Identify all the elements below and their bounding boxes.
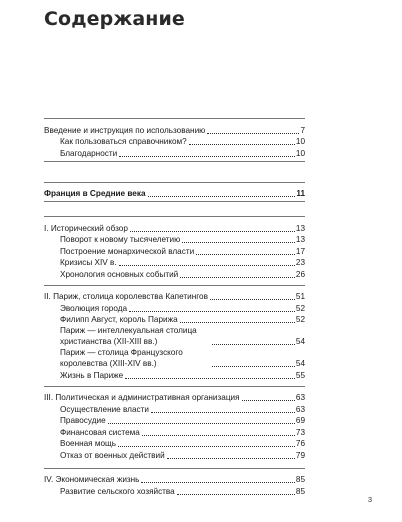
toc-entry-page: 13 [295, 235, 305, 244]
dot-leader [196, 246, 295, 255]
toc-entry-title: Франция в Средние века [44, 189, 146, 198]
dot-leader [118, 438, 295, 447]
toc-entry-page: 55 [295, 370, 305, 380]
toc-chapter-entry[interactable] [44, 392, 305, 404]
toc-entry-title: Военная мощь [60, 439, 117, 448]
toc-entry-title: Благодарности [60, 148, 118, 158]
toc-subentry[interactable] [44, 147, 305, 159]
toc-entry-page: 69 [295, 416, 305, 425]
toc-entry-page: 10 [295, 148, 305, 158]
toc-entry-title: Осуществление власти [60, 404, 149, 414]
dot-leader [125, 370, 295, 379]
toc-subentry[interactable] [44, 325, 305, 347]
toc-subentry[interactable] [44, 403, 305, 415]
dot-leader [130, 223, 295, 232]
separator [44, 468, 305, 469]
toc-entry-title: Построение монархической власти [60, 246, 195, 256]
separator [44, 386, 305, 387]
toc-entry-title: Филипп Август, король Парижа [60, 315, 178, 324]
toc-entry-page: 54 [295, 337, 305, 346]
toc-entry[interactable] [44, 124, 305, 136]
toc-entry-page: 63 [295, 393, 305, 402]
toc-entry-page: 63 [295, 404, 305, 414]
toc-entry-page: 54 [295, 359, 305, 368]
dot-leader [167, 450, 295, 459]
toc-entry-title: IV. Экономическая жизнь [44, 475, 140, 484]
toc-chapter-entry[interactable] [44, 291, 305, 303]
toc-entry-title: Жизнь в Париже [60, 370, 124, 380]
toc-subentry[interactable] [44, 426, 305, 438]
toc-entry-title: Хронология основных событий [60, 269, 179, 279]
toc-subentry[interactable] [44, 302, 305, 314]
toc-chapter-entry[interactable] [44, 474, 305, 486]
toc-entry-title: III. Политическая и административная организация [44, 393, 240, 402]
dot-leader [212, 336, 295, 345]
toc-subentry[interactable] [44, 245, 305, 257]
toc-subentry[interactable] [44, 136, 305, 148]
toc-entry-title: Правосудие [60, 416, 106, 425]
toc-entry-page: 76 [295, 439, 305, 448]
toc-subentry[interactable] [44, 234, 305, 246]
toc-entry-title: Эволюция города [60, 303, 128, 313]
toc-entry-page: 85 [295, 475, 305, 484]
dot-leader [177, 486, 295, 495]
toc-chapter-entry[interactable] [44, 222, 305, 234]
separator [44, 201, 305, 202]
toc-entry-page: 23 [295, 258, 305, 267]
table-of-contents [44, 114, 305, 497]
toc-entry-title: II. Париж, столица королевства Капетингов [44, 292, 208, 301]
dot-leader [242, 392, 295, 401]
toc-entry-page: 11 [296, 189, 305, 198]
toc-entry-page: 52 [295, 315, 305, 324]
dot-leader [180, 269, 295, 278]
toc-entry-page: 13 [295, 223, 305, 233]
toc-entry-page: 51 [295, 292, 305, 301]
toc-entry-page: 52 [295, 303, 305, 313]
dot-leader [212, 358, 295, 367]
separator [44, 182, 305, 183]
toc-entry-title: Развитие сельского хозяйства [60, 486, 175, 496]
toc-entry-title: Как пользоваться справочником? [60, 137, 187, 146]
toc-subentry[interactable] [44, 369, 305, 381]
separator [44, 161, 305, 162]
dot-leader [210, 291, 295, 300]
toc-subentry[interactable] [44, 438, 305, 450]
dot-leader [182, 234, 295, 243]
toc-part-entry[interactable] [44, 188, 305, 200]
toc-subentry[interactable] [44, 347, 305, 369]
dot-leader [119, 148, 295, 157]
page-title: Содержание [44, 8, 185, 30]
toc-entry-title: Отказ от военных действий [60, 450, 165, 460]
toc-entry-page: 73 [295, 427, 305, 437]
dot-leader [180, 314, 295, 323]
dot-leader [142, 427, 295, 436]
toc-entry-page: 17 [295, 246, 305, 256]
toc-subentry[interactable] [44, 257, 305, 269]
toc-entry-page: 79 [295, 450, 305, 460]
dot-leader [119, 257, 295, 266]
dot-leader [108, 415, 295, 424]
toc-entry-title: Финансовая система [60, 427, 140, 437]
dot-leader [207, 125, 299, 134]
separator [44, 118, 305, 119]
dot-leader [151, 404, 295, 413]
toc-entry-title: Кризисы XIV в. [60, 258, 117, 267]
toc-entry-page: 85 [295, 486, 305, 496]
toc-entry-page: 26 [295, 269, 305, 279]
toc-subentry[interactable] [44, 415, 305, 427]
toc-entry-page: 7 [300, 125, 305, 135]
dot-leader [129, 303, 295, 312]
dot-leader [189, 136, 295, 145]
toc-subentry[interactable] [44, 314, 305, 326]
toc-entry-title: Париж — интеллекуальная столица христианства (XII-XIII вв.) [60, 326, 197, 346]
separator [44, 216, 305, 217]
toc-subentry[interactable] [44, 449, 305, 461]
dot-leader [148, 188, 296, 197]
toc-entry-page: 10 [295, 137, 305, 146]
dot-leader [141, 474, 294, 483]
toc-entry-title: Введение и инструкция по использованию [44, 125, 206, 135]
toc-subentry[interactable] [44, 485, 305, 497]
toc-entry-title: Поворот к новому тысячелетию [60, 235, 181, 244]
toc-entry-title: Париж — столица Французского королевства (XIII-XIV вв.) [60, 348, 183, 368]
toc-entry-title: I. Исторический обзор [44, 223, 128, 233]
separator [44, 285, 305, 286]
page-number: 3 [367, 495, 372, 504]
toc-subentry[interactable] [44, 268, 305, 280]
